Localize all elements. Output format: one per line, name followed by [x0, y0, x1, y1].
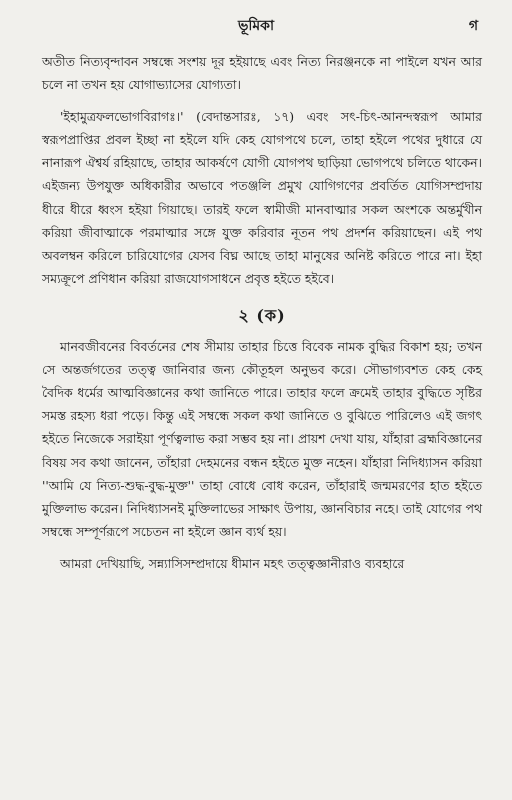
- page-header: [0, 14, 512, 38]
- page-number: গ: [468, 18, 478, 34]
- paragraph: আমরা দেখিয়াছি, সন্ন্যাসিসম্প্রদায়ে ধীমান মহৎ তত্ত্বজ্ঞানীরাও ব্যবহারে: [60, 555, 405, 571]
- paragraph: মানবজীবনের বিবর্তনের শেষ সীমায় তাহার চিত্তে বিবেক নামক বুদ্ধির বিকাশ হয়; তখন সে অন্তর্জগতের তত্ত্ব জানিবার জন্য কৌতূহল অনুভব করে। সৌভাগ্যবশত কেহ কেহ বৈদিক ধর্মের আত্মবিজ্ঞানের কথা জানিতে পারে। তাহার ফলে ক্রমেই তাহার বুদ্ধিতে সৃষ্টির সমস্ত রহস্য ধরা পড়ে। কিন্তু এই সম্বন্ধে সকল কথা জানিতে ও বুঝিতে পারিলেও এই জগৎ হইতে নিজেকে সরাইয়া পূর্ণত্বলাভ করা সম্ভব হয় না। প্রায়শ দেখা যায়, যাঁহারা ব্রহ্মবিজ্ঞানের বিষয় সব কথা জানেন, তাঁহারা দেহমনের বন্ধন হইতে মুক্ত নহেন। যাঁহারা নিদিধ্যাসন করিয়া ''আমি যে নিত্য-শুদ্ধ-বুদ্ধ-মুক্ত'' তাহা বোধে বোধ করেন, তাঁহারাই জন্মমরণের হাত হইতে মুক্তিলাভ করেন। নিদিধ্যাসনই মুক্তিলাভের সাক্ষাৎ উপায়, জ্ঞানবিচার নহে। তাই যোগের পথ সম্বন্ধে সম্পূর্ণরূপে সচেতন না হইলে জ্ঞান ব্যর্থ হয়।: [42, 339, 482, 539]
- paragraph: অতীত নিত্যবৃন্দাবন সম্বন্ধে সংশয় দূর হইয়াছে এবং নিত্য নিরঞ্জনকে না পাইলে যখন আর চলে না তখন হয় যোগাভ্যাসের যোগ্যতা।: [42, 54, 482, 93]
- section-heading: ২ (ক): [238, 305, 286, 325]
- paragraph: 'ইহামুত্রফলভোগবিরাগঃ।' (বেদান্তসারঃ, ১৭) এবং সৎ-চিৎ-আনন্দস্বরূপ আমার স্বরূপপ্রাপ্তির প্রবল ইচ্ছা না হইলে যদি কেহ যোগপথে চলে, তাহা হইলে পথের দুধারে যে নানারূপ ঐশ্বর্য রহিয়াছে, তাহার আকর্ষণে যোগী যোগপথ ছাড়িয়া ভোগপথে চলিতে থাকেন। এইজন্য উপযুক্ত অধিকারীর অভাবে পতঞ্জলি প্রমুখ যোগিগণের প্রবর্তিত যোগিসম্প্রদায় ধীরে ধীরে ধ্বংস হইয়া গিয়াছে। তারই ফলে স্বামীজী মানবাত্মার সকল অংশকে অন্তর্মুখীন করিয়া জীবাত্মাকে পরমাত্মার সঙ্গে যুক্ত করিবার নূতন পথ প্রদর্শন করিয়াছেন। এই পথ অবলম্বন করিলে চারিযোগের যেসব বিঘ্ন আছে তাহা মানুষের অনিষ্ট করিতে পারে না। ইহা সম্যক্রূপে প্রণিধান করিয়া রাজযোগসাধনে প্রবৃত্ত হইতে হইবে।: [42, 109, 482, 286]
- page-body: [42, 50, 482, 575]
- running-head: ভূমিকা: [237, 18, 275, 34]
